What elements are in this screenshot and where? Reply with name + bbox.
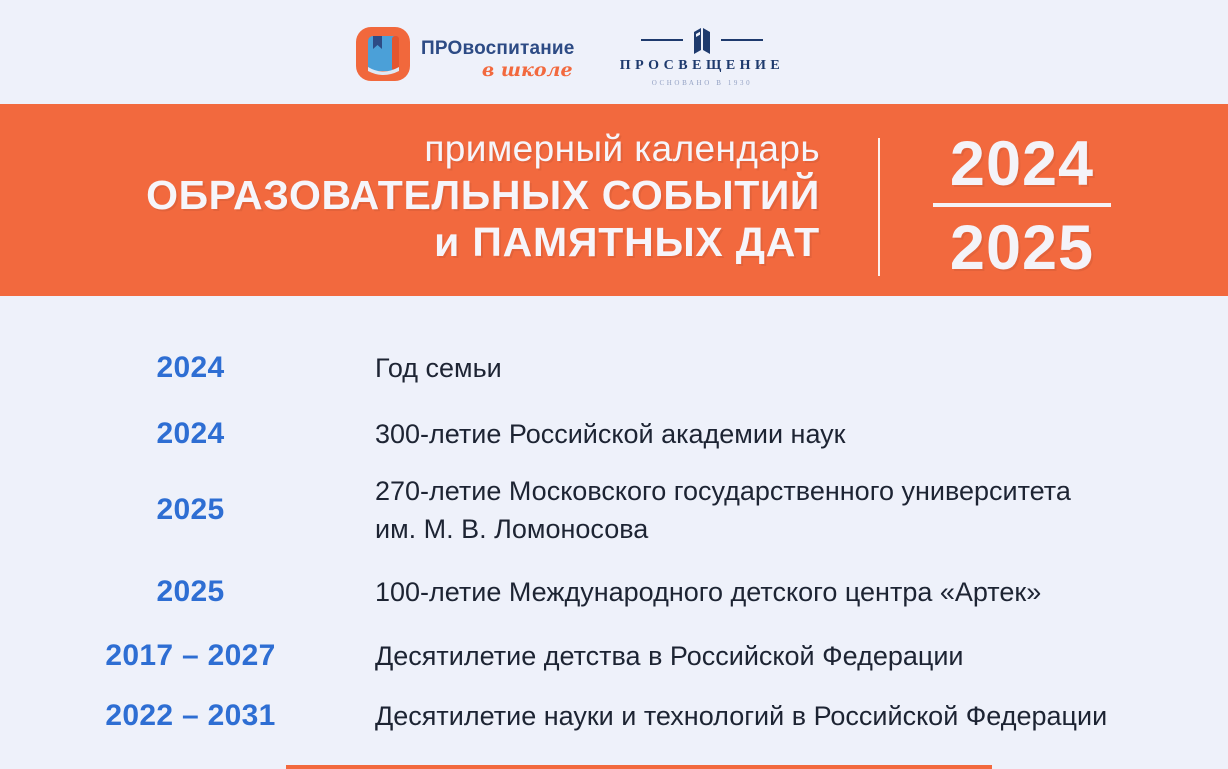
next-section-edge-strip <box>286 765 992 769</box>
event-years: 2017 – 2027 <box>105 639 276 672</box>
banner-title-line3: и ПАМЯТНЫХ ДАТ <box>434 219 820 265</box>
provospitanie-logo-text <box>421 39 575 81</box>
page-header <box>0 0 1228 104</box>
event-title: Десятилетие науки и технологий в Российской Федерации <box>375 701 1108 731</box>
emblem-right-line <box>721 39 763 41</box>
banner-title-line2: ОБРАЗОВАТЕЛЬНЫХ СОБЫТИЙ <box>146 172 820 218</box>
event-years: 2025 <box>156 493 225 526</box>
event-row <box>0 342 1228 394</box>
event-row <box>0 408 1228 460</box>
event-row <box>0 630 1228 682</box>
event-row <box>0 690 1228 742</box>
event-years: 2022 – 2031 <box>105 699 276 732</box>
event-row <box>0 566 1228 618</box>
book-app-icon <box>356 27 410 81</box>
event-title: 300-летие Российской академии наук <box>375 419 846 449</box>
open-book-emblem-icon <box>691 26 713 54</box>
prosveshchenie-emblem-row <box>622 26 782 54</box>
event-years: 2024 <box>156 417 225 450</box>
event-title: 270-летие Московского государственного университета им. М. В. Ломоносова <box>375 476 1071 544</box>
prosveshchenie-subtitle: ОСНОВАНО В 1930 <box>651 79 753 87</box>
banner-vertical-divider <box>878 138 880 276</box>
school-year-block <box>933 129 1111 283</box>
provospitanie-title: ПРОвоспитание <box>421 38 575 59</box>
event-title: 100-летие Международного детского центра «Артек» <box>375 577 1042 607</box>
event-years: 2025 <box>156 575 225 608</box>
event-title: Десятилетие детства в Российской Федерации <box>375 641 964 671</box>
event-row <box>0 470 1228 550</box>
school-year-top: 2024 <box>949 129 1095 199</box>
event-title: Год семьи <box>375 353 502 383</box>
school-year-bottom: 2025 <box>949 213 1095 283</box>
prosveshchenie-title: ПРОСВЕЩЕНИЕ <box>619 58 785 73</box>
provospitanie-logo <box>356 27 575 81</box>
prosveshchenie-logo <box>619 26 785 87</box>
provospitanie-subtitle: в школе <box>481 59 573 81</box>
banner-title-block <box>146 126 820 266</box>
banner-title-line1: примерный календарь <box>424 128 820 169</box>
event-years: 2024 <box>156 351 225 384</box>
school-year-divider-line <box>933 203 1111 207</box>
emblem-left-line <box>641 39 683 41</box>
calendar-banner <box>0 104 1228 296</box>
